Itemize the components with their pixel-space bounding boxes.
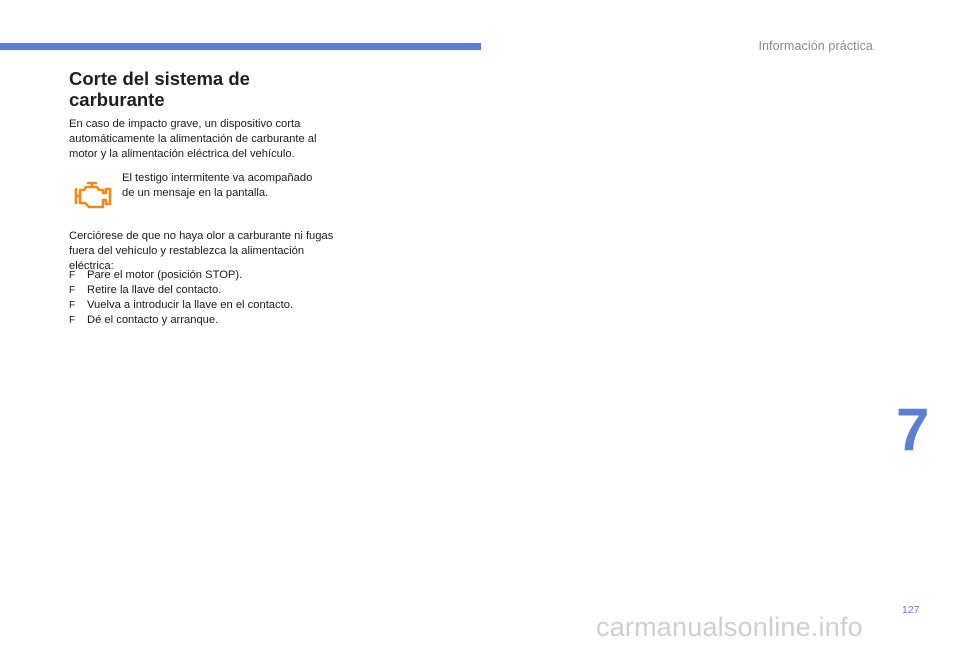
running-header: Información práctica: [758, 39, 873, 53]
step-marker: F: [69, 315, 76, 326]
page-number: 127: [902, 604, 920, 616]
header-accent-bar: [0, 43, 481, 50]
instructions-intro: Cerciórese de que no haya olor a carburante ni fugas fuera del vehículo y restablezca la alimentación eléctrica:: [69, 230, 334, 272]
engine-warning-icon: [73, 179, 113, 211]
step-text: Pare el motor (posición STOP).: [87, 269, 243, 281]
step-text: Dé el contacto y arranque.: [87, 314, 219, 326]
list-item: [69, 283, 334, 298]
step-marker: F: [69, 300, 76, 311]
list-item: [69, 313, 334, 328]
list-item: [69, 298, 334, 313]
watermark: carmanualsonline.info: [596, 612, 863, 642]
section-title: Corte del sistema de carburante: [69, 68, 250, 110]
warning-text: El testigo intermitente va acompañado de un mensaje en la pantalla.: [122, 172, 313, 199]
step-marker: F: [69, 285, 76, 296]
step-marker: F: [69, 270, 76, 281]
step-text: Vuelva a introducir la llave en el contacto.: [87, 299, 294, 311]
chapter-number: 7: [896, 396, 930, 463]
intro-paragraph: En caso de impacto grave, un dispositivo corta automáticamente la alimentación de carburante al motor y la alimentación eléctrica del vehículo.: [69, 118, 317, 160]
list-item: [69, 268, 334, 283]
step-list: [69, 268, 334, 328]
step-text: Retire la llave del contacto.: [87, 284, 222, 296]
